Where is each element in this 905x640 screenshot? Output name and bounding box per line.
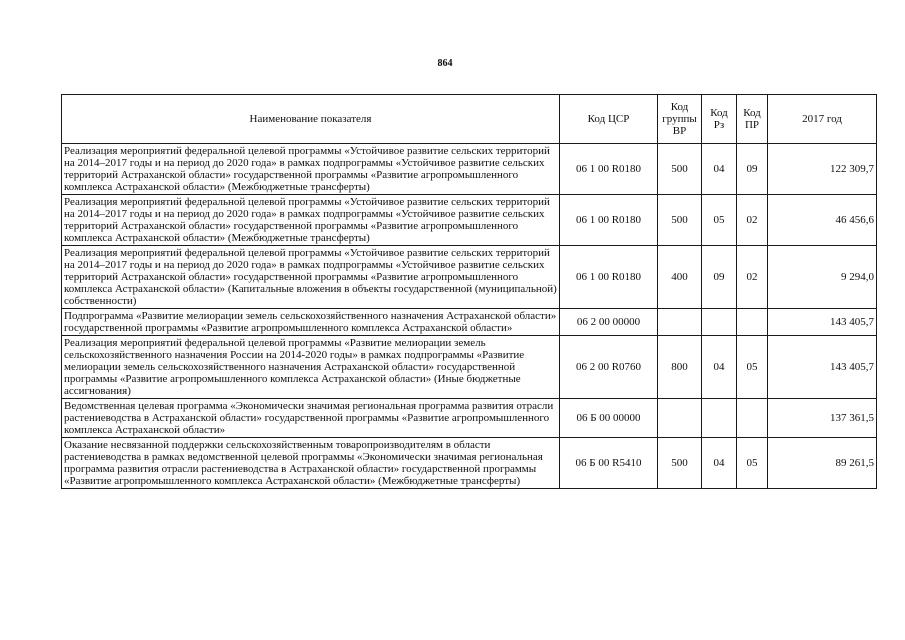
table-row bbox=[62, 336, 877, 399]
row-pr-code: 09 bbox=[737, 144, 768, 195]
budget-table bbox=[61, 94, 877, 489]
row-pr-code bbox=[737, 399, 768, 438]
row-rz-code bbox=[702, 399, 737, 438]
header-name: Наименование показателя bbox=[62, 95, 560, 144]
row-pr-code: 05 bbox=[737, 438, 768, 489]
row-vr-code: 500 bbox=[658, 438, 702, 489]
row-name: Ведомственная целевая программа «Экономически значимая региональная программа развития отрасли растениеводства в Астраханской области» государственной программы «Развитие агропромышленного комплекса Астраханской области» bbox=[62, 399, 560, 438]
row-pr-code bbox=[737, 309, 768, 336]
row-name: Оказание несвязанной поддержки сельскохозяйственным товаропроизводителям в области растениеводства в рамках ведомственной целевой программы «Экономически значимая региональная программа развития отрасли растениеводства в Астраханской области» государственной программы «Развитие агропромышленного комплекса Астраханской области» (Межбюджетные трансферты) bbox=[62, 438, 560, 489]
row-rz-code: 09 bbox=[702, 246, 737, 309]
header-year-2017: 2017 год bbox=[768, 95, 877, 144]
row-name: Реализация мероприятий федеральной целевой программы «Развитие мелиорации земель сельскохозяйственного назначения России на 2014-2020 годы» в рамках подпрограммы «Развитие мелиорации земель сельскохозяйственного назначения Астраханской области» государственной программы «Развитие агропромышленного комплекса Астраханской области» (Иные бюджетные ассигнования) bbox=[62, 336, 560, 399]
row-pr-code: 02 bbox=[737, 246, 768, 309]
row-amount-2017: 137 361,5 bbox=[768, 399, 877, 438]
row-vr-code: 500 bbox=[658, 195, 702, 246]
row-vr-code: 400 bbox=[658, 246, 702, 309]
row-rz-code: 04 bbox=[702, 144, 737, 195]
table-row bbox=[62, 144, 877, 195]
table-row bbox=[62, 195, 877, 246]
row-rz-code: 04 bbox=[702, 336, 737, 399]
table-row bbox=[62, 399, 877, 438]
header-csr-code: Код ЦСР bbox=[560, 95, 658, 144]
table-header-row bbox=[62, 95, 877, 144]
row-pr-code: 02 bbox=[737, 195, 768, 246]
row-amount-2017: 122 309,7 bbox=[768, 144, 877, 195]
row-vr-code bbox=[658, 399, 702, 438]
row-csr-code: 06 1 00 R0180 bbox=[560, 246, 658, 309]
row-csr-code: 06 Б 00 R5410 bbox=[560, 438, 658, 489]
row-vr-code: 800 bbox=[658, 336, 702, 399]
row-rz-code bbox=[702, 309, 737, 336]
page-number: 864 bbox=[437, 58, 453, 69]
row-name: Подпрограмма «Развитие мелиорации земель сельскохозяйственного назначения Астраханской области» государственной программы «Развитие агропромышленного комплекса Астраханской области» bbox=[62, 309, 560, 336]
header-pr-code: Код ПР bbox=[737, 95, 768, 144]
table-row bbox=[62, 438, 877, 489]
row-csr-code: 06 2 00 00000 bbox=[560, 309, 658, 336]
row-name: Реализация мероприятий федеральной целевой программы «Устойчивое развитие сельских территорий на 2014–2017 годы и на период до 2020 года» в рамках подпрограммы «Устойчивое развитие сельских территорий Астраханской области» государственной программы «Развитие агропромышленного комплекса Астраханской области» (Межбюджетные трансферты) bbox=[62, 195, 560, 246]
row-amount-2017: 46 456,6 bbox=[768, 195, 877, 246]
row-amount-2017: 143 405,7 bbox=[768, 309, 877, 336]
row-amount-2017: 143 405,7 bbox=[768, 336, 877, 399]
table-row bbox=[62, 246, 877, 309]
row-csr-code: 06 Б 00 00000 bbox=[560, 399, 658, 438]
header-rz-code: Код Рз bbox=[702, 95, 737, 144]
row-rz-code: 05 bbox=[702, 195, 737, 246]
row-vr-code bbox=[658, 309, 702, 336]
row-pr-code: 05 bbox=[737, 336, 768, 399]
table-row bbox=[62, 309, 877, 336]
row-vr-code: 500 bbox=[658, 144, 702, 195]
row-csr-code: 06 1 00 R0180 bbox=[560, 195, 658, 246]
row-amount-2017: 89 261,5 bbox=[768, 438, 877, 489]
row-csr-code: 06 1 00 R0180 bbox=[560, 144, 658, 195]
row-rz-code: 04 bbox=[702, 438, 737, 489]
row-amount-2017: 9 294,0 bbox=[768, 246, 877, 309]
row-name: Реализация мероприятий федеральной целевой программы «Устойчивое развитие сельских территорий на 2014–2017 годы и на период до 2020 года» в рамках подпрограммы «Устойчивое развитие сельских территорий Астраханской области» государственной программы «Развитие агропромышленного комплекса Астраханской области» (Капитальные вложения в объекты государственной (муниципальной) собственности) bbox=[62, 246, 560, 309]
header-vr-code: Код группы ВР bbox=[658, 95, 702, 144]
row-name: Реализация мероприятий федеральной целевой программы «Устойчивое развитие сельских территорий на 2014–2017 годы и на период до 2020 года» в рамках подпрограммы «Устойчивое развитие сельских территорий Астраханской области» государственной программы «Развитие агропромышленного комплекса Астраханской области» (Межбюджетные трансферты) bbox=[62, 144, 560, 195]
row-csr-code: 06 2 00 R0760 bbox=[560, 336, 658, 399]
